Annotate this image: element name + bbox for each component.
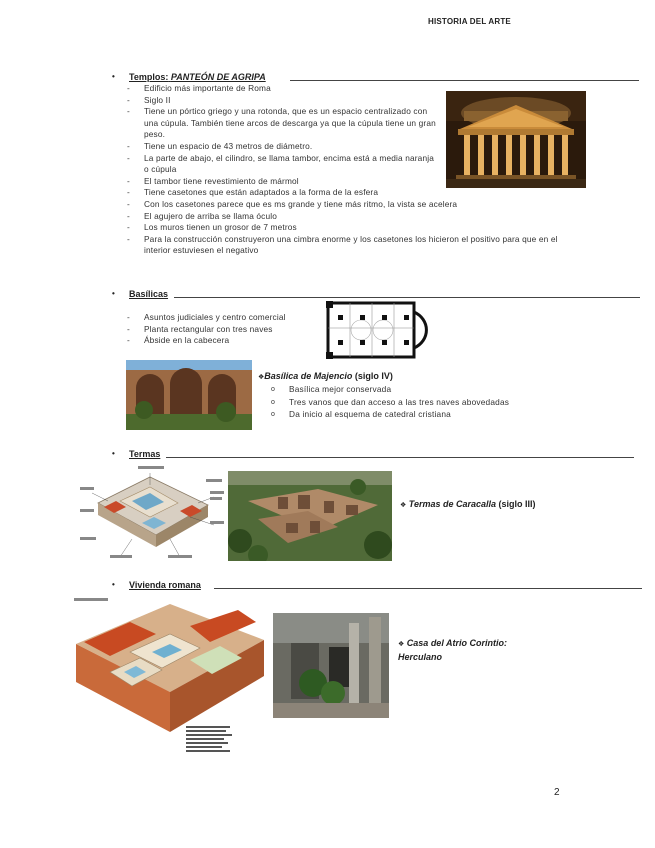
subsection-title: Termas de Caracalla [408, 499, 497, 509]
list-item: - El tambor tiene revestimiento de mármol [127, 176, 439, 188]
basilica-floor-plan [326, 298, 442, 362]
termas-diagram [80, 463, 226, 563]
diamond-bullet: ❖ [398, 641, 405, 648]
majencio-list [271, 383, 571, 421]
list-item: - Tiene un espacio de 43 metros de diámetro. [127, 141, 439, 153]
page-header-title: HISTORIA DEL ARTE [428, 17, 511, 26]
subsection-title: Casa del Atrio Corintio: [406, 638, 507, 648]
section-subject: PANTEÓN DE AGRIPA [170, 72, 266, 82]
section-underline [214, 588, 642, 589]
basilicas-list [127, 312, 327, 347]
list-item: o Basílica mejor conservada [271, 383, 571, 396]
domus-diagram [70, 596, 270, 758]
list-item: - Planta rectangular con tres naves [127, 324, 327, 336]
subsection-caracalla [400, 499, 536, 509]
section-title-basilicas: Basílicas [129, 289, 169, 299]
list-item: - La parte de abajo, el cilindro, se llama tambor, encima está a media naranja o cúpula [127, 153, 439, 176]
list-item: - El agujero de arriba se llama óculo [127, 211, 439, 223]
subsection-place: Herculano [398, 652, 443, 662]
list-item: - Asuntos judiciales y centro comercial [127, 312, 327, 324]
section-title-vivienda: Vivienda romana [129, 580, 201, 590]
section-title-templos [129, 72, 266, 82]
list-item: - Tiene un pórtico griego y una rotonda, que es un espacio centralizado con una cúpula. También tiene arcos de descarga ya que la cúpula tiene un gran peso. [127, 106, 439, 141]
bullet: • [112, 72, 115, 81]
list-item: - Para la construcción construyeron una cimbra enorme y los casetones los hicieron el positivo para que en el interior estuviesen el negativo [127, 234, 584, 257]
list-item: - Siglo II [127, 95, 439, 107]
subsection-century: (siglo III) [498, 499, 536, 509]
bullet: • [112, 449, 115, 458]
templos-list [127, 83, 558, 257]
list-item: - Edificio más importante de Roma [127, 83, 439, 95]
pantheon-photo [446, 91, 586, 188]
basilica-majencio-photo [126, 360, 252, 430]
list-item: o Tres vanos que dan acceso a las tres naves abovedadas [271, 396, 571, 409]
diamond-bullet: ❖ [258, 374, 265, 381]
subsection-majencio [258, 371, 393, 381]
section-underline [166, 457, 634, 458]
bullet: • [112, 289, 115, 298]
list-item: o Da inicio al esquema de catedral cristiana [271, 408, 571, 421]
diamond-bullet: ❖ [400, 502, 407, 509]
list-item: - Tiene casetones que están adaptados a la forma de la esfera [127, 187, 439, 199]
list-item: - Ábside en la cabecera [127, 335, 327, 347]
bullet: • [112, 580, 115, 589]
termas-caracalla-photo [228, 471, 392, 561]
section-title-termas: Termas [129, 449, 161, 459]
section-underline [290, 80, 639, 81]
subsection-casa-atrio [398, 637, 507, 664]
list-item: - Los muros tienen un grosor de 7 metros [127, 222, 439, 234]
subsection-title: Basílica de Majencio [264, 371, 353, 381]
subsection-century: (siglo IV) [354, 371, 393, 381]
casa-atrio-corintio-photo [273, 613, 389, 718]
section-label: Templos: [129, 72, 169, 82]
list-item: - Con los casetones parece que es ms grande y tiene más ritmo, la vista se acelera [127, 199, 544, 211]
page-number: 2 [554, 787, 560, 798]
